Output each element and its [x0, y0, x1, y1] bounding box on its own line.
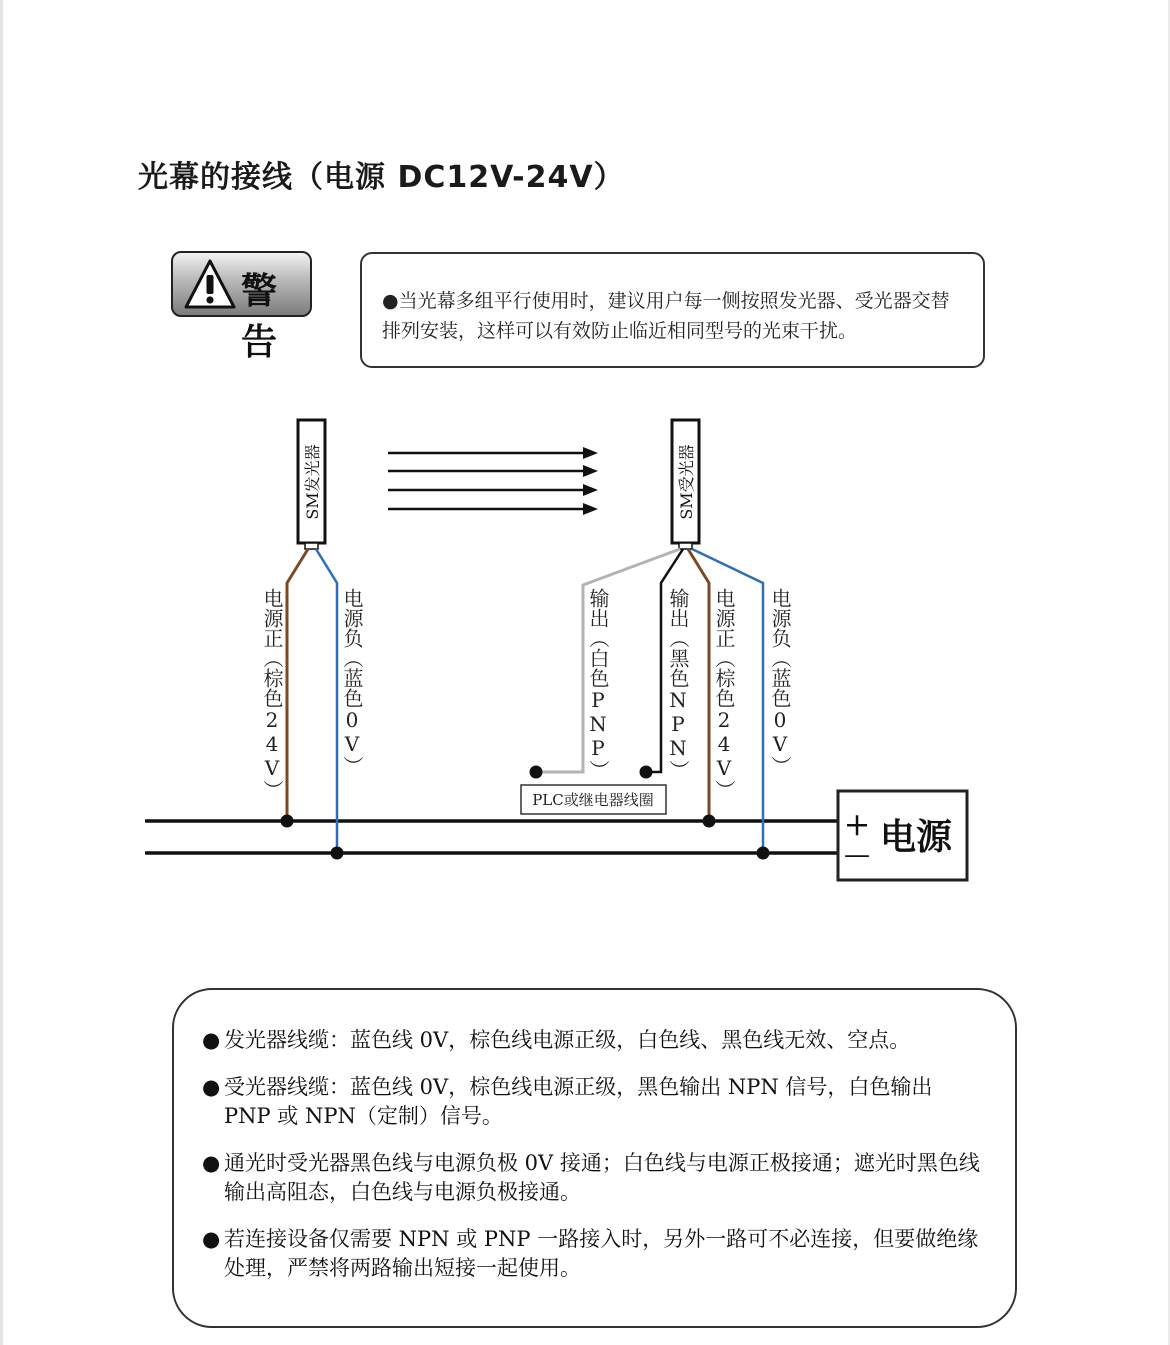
note-item [202, 1073, 985, 1131]
receiver-unit [672, 420, 699, 549]
emitter-blue-wire [316, 549, 337, 853]
note-text: 发光器线缆：蓝色线 0V，棕色线电源正级，白色线、黑色线无效、空点。 [224, 1028, 911, 1052]
emitter-brown-wire [287, 549, 308, 821]
emitter-wire-label-negative: 电源负（蓝色0V） [340, 588, 364, 776]
receiver-brown-wire [688, 549, 709, 821]
warning-text-box [360, 252, 985, 368]
power-supply-box [838, 791, 967, 880]
note-text: 受光器线缆：蓝色线 0V，棕色线电源正级，黑色输出 NPN 信号，白色输出 PNP 或 NPN（定制）信号。 [224, 1075, 933, 1128]
receiver-wire-label-negative: 电源负（蓝色0V） [768, 588, 792, 776]
note-text: 若连接设备仅需要 NPN 或 PNP 一路接入时，另外一路可不必连接，但要做绝缘处理，严禁将两路输出短接一起使用。 [224, 1227, 979, 1280]
warning-badge [171, 251, 312, 363]
light-beams [388, 447, 598, 515]
note-text: 通光时受光器黑色线与电源负极 0V 接通；白色线与电源正极接通；遮光时黑色线输出高阻态，白色线与电源负极接通。 [224, 1151, 980, 1204]
note-item [202, 1026, 985, 1055]
bullet-icon: ● [202, 1151, 221, 1175]
load-box [521, 785, 666, 814]
power-label: 电源 [879, 816, 953, 858]
emitter-unit [298, 420, 325, 549]
note-item [202, 1225, 985, 1283]
emitter-label: SM发光器 [303, 444, 322, 520]
page-title: 光幕的接线（电源 DC12V-24V） [138, 160, 625, 195]
receiver-wire-label-black: 输出（黑色NPN） [666, 588, 690, 780]
power-minus-symbol: — [844, 840, 870, 870]
power-plus-symbol: + [843, 805, 871, 843]
notes-box [172, 988, 1017, 1328]
warning-badge-label: 警告 [241, 270, 279, 363]
receiver-wire-label-white: 输出（白色PNP） [586, 588, 610, 780]
receiver-label: SM受光器 [677, 444, 696, 520]
warning-text: ●当光幕多组平行使用时，建议用户每一侧按照发光器、受光器交替排列安装，这样可以有效防止临近相同型号的光束干扰。 [382, 290, 950, 342]
wiring-diagram [0, 380, 1170, 900]
bullet-icon: ● [202, 1028, 221, 1052]
note-item [202, 1149, 985, 1207]
bullet-icon: ● [202, 1075, 221, 1099]
warning-triangle-icon [183, 257, 237, 311]
emitter-wire-label-positive: 电源正（棕色24V） [260, 588, 284, 800]
bullet-icon: ● [202, 1227, 221, 1251]
receiver-wire-label-positive: 电源正（棕色24V） [712, 588, 736, 800]
load-label: PLC或继电器线圈 [532, 791, 654, 809]
